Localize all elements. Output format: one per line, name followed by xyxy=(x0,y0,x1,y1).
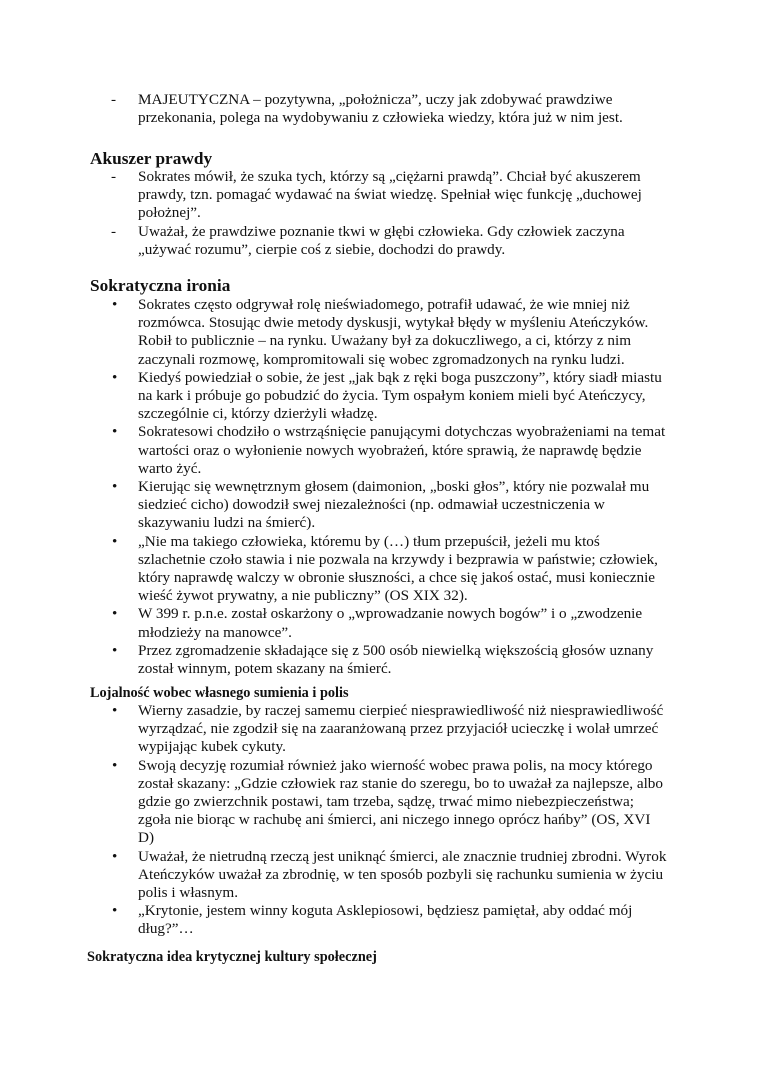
list-item-text: Kierując się wewnętrznym głosem (daimonion, „boski głos”, który nie pozwalał mu siedzieć cicho) dowodził swej niezależności (np. odmawiał uczestniczenia w skazywaniu ludzi na śmierć). xyxy=(138,478,650,532)
list-item-text: MAJEUTYCZNA – pozytywna, „położnicza”, uczy jak zdobywać prawdziwe przekonania, polega na wydobywaniu z człowieka wiedzy, która już w nim jest. xyxy=(138,91,623,127)
list-item xyxy=(0,642,760,678)
ironia-list xyxy=(0,296,760,678)
bullet-marker: • xyxy=(112,296,118,313)
list-item xyxy=(0,168,760,223)
list-item xyxy=(0,369,760,424)
dash-marker: - xyxy=(111,168,117,185)
lojalnosc-list xyxy=(0,702,760,939)
bullet-marker: • xyxy=(112,532,118,550)
list-item-text: Sokrates często odgrywał rolę nieświadomego, potrafił udawać, że wie mniej niż rozmówca. Stosując dwie metody dyskusji, wytykał błędy w myśleniu Ateńczyków. Robił to publicznie – na rynku. Uważany był za dokuczliwego, a ci, którzy z nim zaczynali rozmowę, kompromitowali się wobec zgromadzonych na rynku ludzi. xyxy=(138,296,649,368)
bullet-marker: • xyxy=(112,902,118,920)
akuszer-list xyxy=(0,168,760,259)
list-item xyxy=(0,223,760,259)
list-item-text: Wierny zasadzie, by raczej samemu cierpieć niesprawiedliwość niż niesprawiedliwość wyrządzać, nie zgodził się na zaaranżowaną przez przyjaciół ucieczkę i wolał umrzeć wypijając kubek cykuty. xyxy=(138,702,664,756)
bullet-marker: • xyxy=(112,605,118,623)
list-item-text: Sokrates mówił, że szuka tych, którzy są „ciężarni prawdą”. Chciał być akuszerem prawdy, tzn. pomagać wydawać na świat wiedzę. Spełniał więc funkcję „duchowej położnej”. xyxy=(138,168,642,222)
list-item xyxy=(0,702,760,757)
bullet-marker: • xyxy=(112,423,118,441)
list-item-text: Kiedyś powiedział o sobie, że jest „jak bąk z ręki boga puszczony”, który siadł miastu na kark i próbuje go pobudzić do życia. Tym ospałym koniem mieli być Ateńczycy, szczególnie ci, którzy dzierżyli władzę. xyxy=(138,368,662,423)
list-item xyxy=(0,423,760,478)
section-heading-ironia: Sokratyczna ironia xyxy=(90,276,231,295)
list-item-text: „Nie ma takiego człowieka, któremu by (…) tłum przepuścił, jeżeli mu ktoś szlachetnie czoło stawia i nie pozwala na krzywdy i bezprawia w państwie; człowiek, który naprawdę walczy w obronie słuszności, a chce się jakoś ostać, musi koniecznie wieść żywot prywatny, a nie publiczny” (OS XIX 32). xyxy=(138,532,658,605)
list-item-text: Przez zgromadzenie składające się z 500 osób niewielką większością głosów uznany został winnym, potem skazany na śmierć. xyxy=(138,641,654,678)
list-item xyxy=(0,533,760,606)
list-item xyxy=(0,91,760,127)
bullet-marker: • xyxy=(112,756,118,774)
list-item xyxy=(0,478,760,533)
list-item-text: Swoją decyzję rozumiał również jako wierność wobec prawa polis, na mocy którego został skazany: „Gdzie człowiek raz stanie do szeregu, bo to uważał za najlepsze, albo gdzie go zwierzchnik postawi, tam trzeba, sądzę, trwać mimo niebezpieczeństwa; zgoła nie biorąc w rachubę ani śmierci, ani niczego innego oprócz hańby” (OS, XVI D) xyxy=(138,756,663,847)
bullet-marker: • xyxy=(112,641,118,659)
bullet-marker: • xyxy=(112,847,118,865)
list-item-text: Uważał, że nietrudną rzeczą jest uniknąć śmierci, ale znacznie trudniej zbrodni. Wyrok Ateńczyków uważał za zbrodnię, w ten sposób pozbyli się rachunku sumienia w życiu polis i własnym. xyxy=(138,847,667,902)
section-heading-lojalnosc: Lojalność wobec własnego sumienia i polis xyxy=(90,685,349,701)
list-item-text: „Krytonie, jestem winny koguta Asklepiosowi, będziesz pamiętał, aby oddać mój dług?”… xyxy=(138,902,633,938)
list-item-text: Uważał, że prawdziwe poznanie tkwi w głębi człowieka. Gdy człowiek zaczyna „używać rozumu”, cierpie coś z siebie, dochodzi do prawdy. xyxy=(138,222,625,258)
section-heading-idea: Sokratyczna idea krytycznej kultury społecznej xyxy=(87,949,377,965)
dash-marker: - xyxy=(111,222,117,240)
bullet-marker: • xyxy=(112,368,118,386)
list-item-text: W 399 r. p.n.e. został oskarżony o „wprowadzanie nowych bogów” i o „zwodzenie młodzieży na manowce”. xyxy=(138,605,643,641)
list-item xyxy=(0,757,760,848)
list-item xyxy=(0,296,760,369)
bullet-marker: • xyxy=(112,702,118,719)
section-heading-akuszer: Akuszer prawdy xyxy=(90,149,213,168)
bullet-marker: • xyxy=(112,478,118,496)
intro-list xyxy=(0,91,760,127)
list-item-text: Sokratesowi chodziło o wstrząśnięcie panującymi dotychczas wyobrażeniami na temat wartości oraz o wyłonienie nowych wyobrażeń, które sprawią, że naprawdę będzie warto żyć. xyxy=(138,423,666,477)
list-item xyxy=(0,605,760,641)
list-item xyxy=(0,902,760,938)
dash-marker: - xyxy=(111,91,117,108)
list-item xyxy=(0,848,760,903)
